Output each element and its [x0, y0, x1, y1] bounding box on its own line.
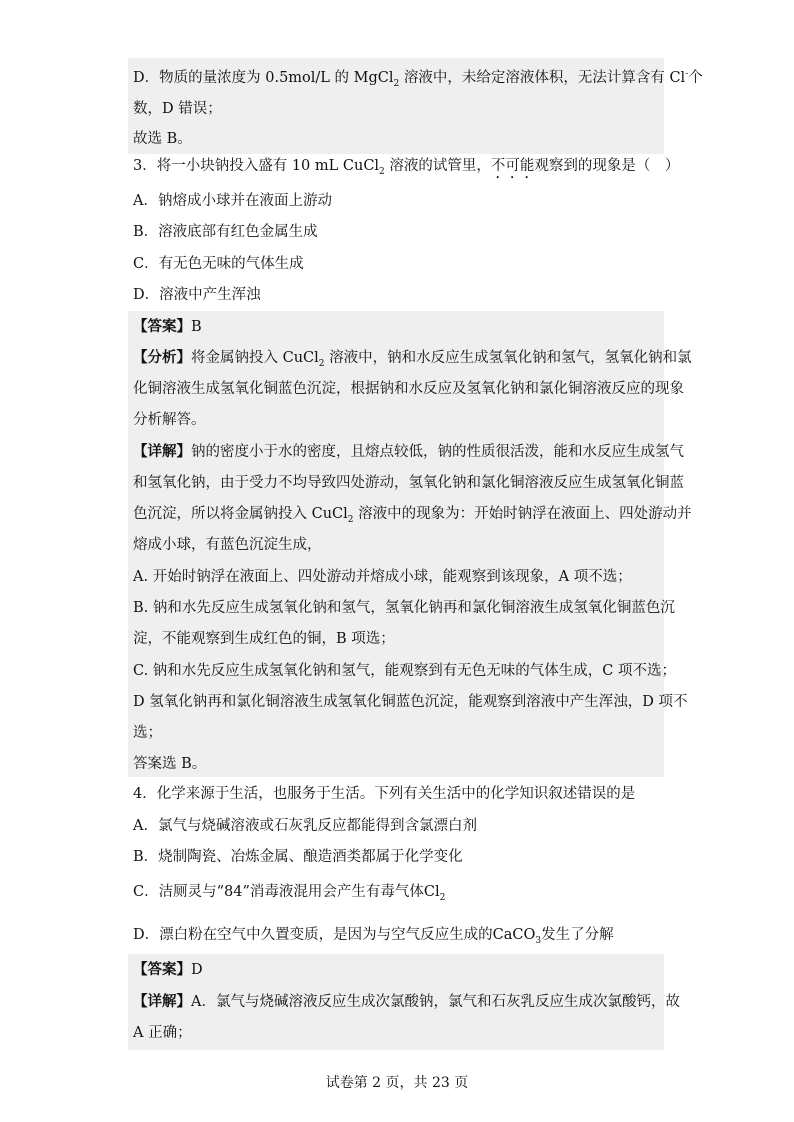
q3-detail-a: A. 开始时钠浮在液面上、四处游动并熔成小球，能观察到该现象，A 项不选； — [133, 569, 632, 585]
q3-detail-d2: 选； — [133, 725, 162, 741]
q2-option-d-line2: 数，D 错误； — [133, 101, 222, 117]
q3-detail-line1: 【详解】钠的密度小于水的密度，且熔点较低，钠的性质很活泼，能和水反应生成氢气 — [133, 443, 684, 460]
q3-analysis-line1: 【分析】将金属钠投入 CuCl$_2$ 溶液中，钠和水反应生成氢氧化钠和氢气，氢氧化钠和氯 — [133, 349, 692, 369]
q3-detail-b2: 淀，不能观察到生成红色的铜，B 项选； — [133, 631, 395, 647]
q3-option-a: A．钠熔成小球并在液面上游动 — [133, 193, 332, 209]
q3-detail-d1: D 氢氧化钠再和氯化铜溶液生成氢氧化铜蓝色沉淀，能观察到溶液中产生浑浊，D 项不 — [133, 694, 688, 710]
detail-tag: 【详解】 — [133, 443, 191, 460]
page-footer: 试卷第 2 页，共 23 页 — [325, 1075, 469, 1091]
q3-detail-b1: B. 钠和水先反应生成氢氧化钠和氢气，氢氧化钠再和氯化铜溶液生成氢氧化铜蓝色沉 — [133, 600, 675, 616]
q4-answer: 【答案】D — [133, 961, 203, 978]
q3-option-b: B．溶液底部有红色金属生成 — [133, 224, 318, 240]
detail-tag: 【详解】 — [133, 993, 191, 1010]
q3-detail-line3: 色沉淀，所以将金属钠投入 CuCl$_2$ 溶液中的现象为：开始时钠浮在液面上、四处游动并 — [133, 506, 692, 525]
q3-answer: 【答案】B — [133, 318, 202, 335]
q2-conclusion: 故选 B。 — [133, 131, 192, 147]
q4-detail-line2: A 正确； — [133, 1025, 192, 1041]
q3-detail-line2: 和氢氧化钠，由于受力不均导致四处游动，氢氧化钠和氯化铜溶液反应生成氢氧化铜蓝 — [133, 475, 684, 491]
answer-tag: 【答案】 — [133, 961, 191, 978]
q3-option-c: C．有无色无味的气体生成 — [133, 256, 304, 272]
q3-detail-line4: 熔成小球，有蓝色沉淀生成， — [133, 537, 322, 553]
answer-tag: 【答案】 — [133, 318, 191, 335]
q2-option-d-line1: D．物质的量浓度为 0.5mol/L 的 MgCl$_2$ 溶液中，未给定溶液体积，无法计算含有 Cl-个 — [133, 69, 703, 89]
formula-cl2: Cl — [423, 884, 440, 900]
q4-option-a: A．氯气与烧碱溶液或石灰乳反应都能得到含氯漂白剂 — [133, 818, 477, 834]
q3-conclusion: 答案选 B。 — [133, 756, 207, 772]
q3-stem: 3．将一小块钠投入盛有 10 mL CuCl$_2$ 溶液的试管里，不可能观察到的现象是（ ） — [133, 158, 680, 177]
q4-stem: 4．化学来源于生活，也服务于生活。下列有关生活中的化学知识叙述错误的是 — [133, 786, 636, 802]
q3-analysis-line3: 分析解答。 — [133, 412, 206, 428]
emphasis-text: 不可能 — [490, 158, 535, 174]
q4-option-d: D．漂白粉在空气中久置变质，是因为与空气反应生成的CaCO$_3$发生了分解 — [133, 927, 614, 946]
q4-option-c: C．洁厕灵与“84”消毒液混用会产生有毒气体$Cl_2$ — [133, 884, 446, 903]
q4-option-b: B．烧制陶瓷、冶炼金属、酿造酒类都属于化学变化 — [133, 849, 463, 865]
q3-detail-c: C. 钠和水先反应生成氢氧化钠和氢气，能观察到有无色无味的气体生成，C 项不选； — [133, 663, 676, 679]
formula-caco3: CaCO — [492, 927, 536, 943]
q3-analysis-line2: 化铜溶液生成氢氧化铜蓝色沉淀，根据钠和水反应及氢氧化钠和氯化铜溶液反应的现象 — [133, 381, 684, 397]
analysis-tag: 【分析】 — [133, 349, 191, 366]
q4-detail-line1: 【详解】A．氯气与烧碱溶液反应生成次氯酸钠，氯气和石灰乳反应生成次氯酸钙，故 — [133, 993, 680, 1010]
q3-option-d: D．溶液中产生浑浊 — [133, 287, 261, 303]
